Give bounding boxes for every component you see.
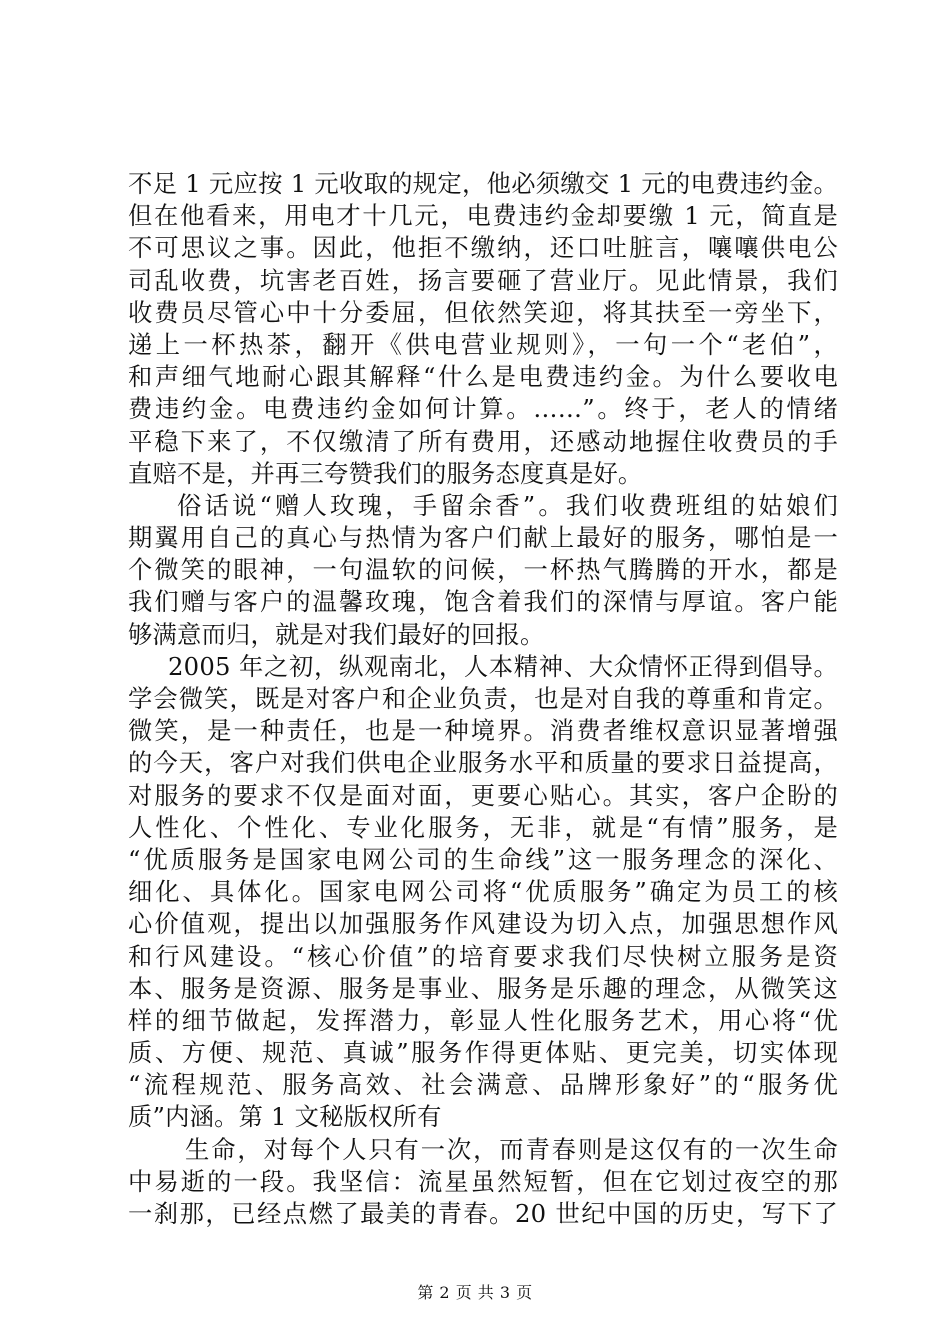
text-line: “流程规范、服务高效、社会满意、品牌形象好”的“服务优 (128, 1070, 838, 1100)
text-line: 中易逝的一段。我坚信：流星虽然短暂，但在它划过夜空的那 (128, 1166, 838, 1196)
body-text (128, 168, 838, 1230)
text-line: 细化、具体化。国家电网公司将“优质服务”确定为员工的核 (128, 877, 838, 907)
text-line: 心价值观，提出以加强服务作风建设为切入点，加强思想作风 (128, 909, 838, 939)
text-line: 费违约金。电费违约金如何计算。……”。终于，老人的情绪 (128, 394, 838, 424)
text-line: 人性化、个性化、专业化服务，无非，就是“有情”服务，是 (128, 812, 838, 842)
text-line: 对服务的要求不仅是面对面，更要心贴心。其实，客户企盼的 (128, 780, 838, 810)
text-line: 不足 1 元应按 1 元收取的规定，他必须缴交 1 元的电费违约金。 (128, 169, 838, 198)
text-line: 和行风建设。“核心价值”的培育要求我们尽快树立服务是资 (128, 941, 838, 971)
text-line: 递上一杯热茶，翻开《供电营业规则》，一句一个“老伯”， (128, 329, 838, 359)
text-line: “优质服务是国家电网公司的生命线”这一服务理念的深化、 (128, 844, 838, 874)
text-line: 收费员尽管心中十分委屈，但依然笑迎，将其扶至一旁坐下， (128, 297, 838, 327)
text-line: 但在他看来，用电才十几元，电费违约金却要缴 1 元，简直是 (128, 201, 838, 231)
page-footer (0, 1280, 950, 1303)
text-line: 直赔不是，并再三夸赞我们的服务态度真是好。 (128, 458, 643, 488)
text-line: 不可思议之事。因此，他拒不缴纳，还口吐脏言，嚷嚷供电公 (128, 233, 838, 263)
text-line: 质、方便、规范、真诚”服务作得更体贴、更完美，切实体现 (128, 1038, 838, 1068)
text-line: 司乱收费，坑害老百姓，扬言要砸了营业厅。见此情景，我们 (128, 265, 838, 295)
text-line: 我们赠与客户的温馨玫瑰，饱含着我们的深情与厚谊。客户能 (128, 587, 838, 617)
text-line: 一刹那，已经点燃了最美的青春。20 世纪中国的历史，写下了 (128, 1199, 838, 1228)
paragraph-first-line: 2005 年之初，纵观南北，人本精神、大众情怀正得到倡导。 (168, 651, 838, 681)
text-line: 样的细节做起，发挥潜力，彰显人性化服务艺术，用心将“优 (128, 1005, 838, 1035)
text-line: 平稳下来了，不仅缴清了所有费用，还感动地握住收费员的手 (128, 426, 838, 456)
text-line: 学会微笑，既是对客户和企业负责，也是对自我的尊重和肯定。 (128, 684, 838, 713)
text-line: 和声细气地耐心跟其解释“什么是电费违约金。为什么要收电 (128, 362, 838, 392)
text-line: 的今天，客户对我们供电企业服务水平和质量的要求日益提高， (128, 748, 838, 778)
text-line: 期翼用自己的真心与热情为客户们献上最好的服务，哪怕是一 (128, 523, 838, 553)
text-line: 本、服务是资源、服务是事业、服务是乐趣的理念，从微笑这 (128, 973, 838, 1003)
text-line: 微笑，是一种责任，也是一种境界。消费者维权意识显著增强 (128, 716, 838, 746)
paragraph-first-line: 俗话说“赠人玫瑰，手留余香”。我们收费班组的姑娘们 (177, 490, 838, 520)
text-line: 够满意而归，就是对我们最好的回报。 (128, 619, 545, 649)
page-number-label: 第 2 页 共 3 页 (417, 1283, 533, 1302)
text-line: 个微笑的眼神，一句温软的问候，一杯热气腾腾的开水，都是 (128, 555, 838, 585)
paragraph-first-line: 生命，对每个人只有一次，而青春则是这仅有的一次生命 (185, 1134, 838, 1164)
text-line: 质”内涵。第 1 文秘版权所有 (128, 1102, 442, 1132)
